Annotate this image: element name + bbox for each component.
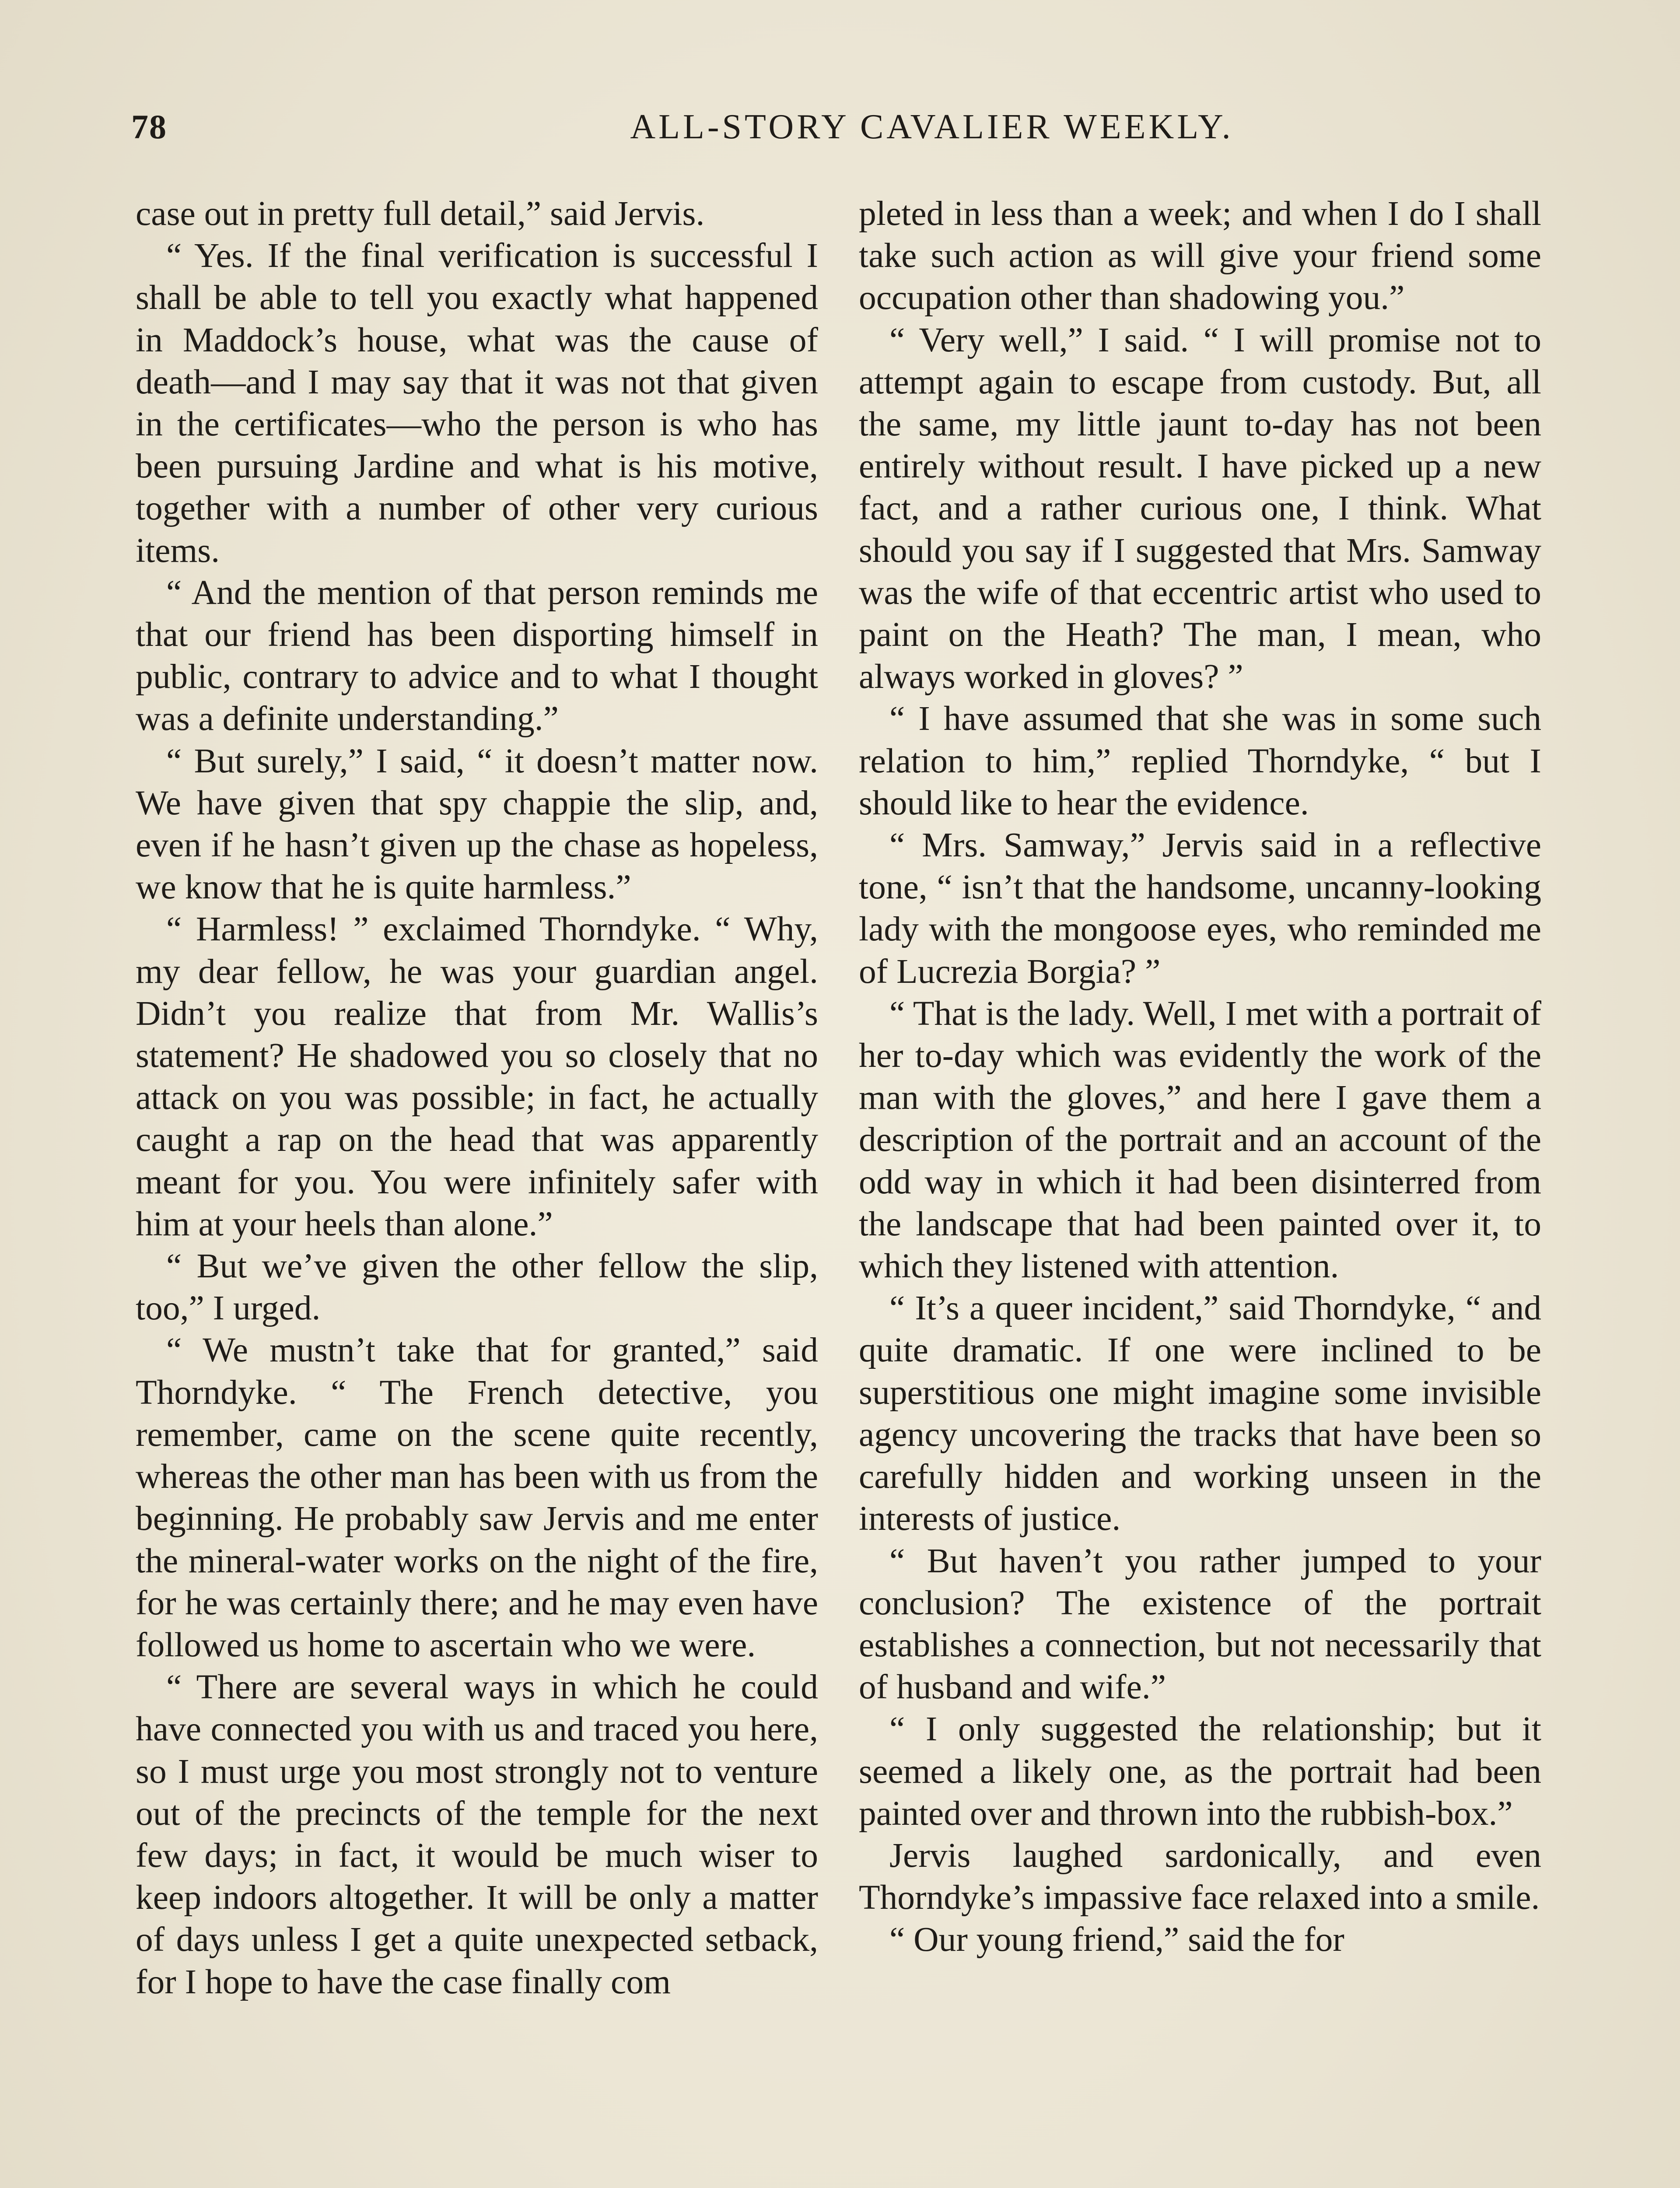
paragraph: Jervis laughed sardonically, and even Thorndyke’s impassive face relaxed into a smile. (859, 1836, 1541, 1917)
left-column (136, 193, 818, 2188)
paragraph: “ I only suggested the relationship; but it seemed a likely one, as the portrait had been painted over and thrown into the rubbish-box.” (859, 1710, 1541, 1833)
paragraph: “ Very well,” I said. “ I will promise not to attempt again to escape from custody. But, all the same, my little jaunt to-day has not been entirely without result. I have picked up a new fact, and a rather curious one, I think. What should you say if I suggested that Mrs. Samway was the wife of that eccentric artist who used to paint on the Heath? The man, I mean, who always worked in gloves? ” (859, 320, 1541, 696)
paragraph: “ That is the lady. Well, I met with a portrait of her to-day which was evidently the work of the man with the gloves,” and here I gave them a description of the portrait and an account of the odd way in which it had been disinterred from the landscape that had been painted over it, to which they listened with attention. (859, 994, 1541, 1286)
paragraph: “ There are several ways in which he could have connected you with us and traced you here, so I must urge you most strongly not to venture out of the precincts of the temple for the next few days; in fact, it would be much wiser to keep indoors altogether. It will be only a matter of days unless I get a quite unexpected setback, for I hope to have the case finally com (136, 1668, 818, 2001)
paragraph: “ But we’ve given the other fellow the slip, too,” I urged. (136, 1247, 818, 1328)
paragraph: “ It’s a queer incident,” said Thorndyke, “ and quite dramatic. If one were inclined to be superstitious one might imagine some invisible agency uncovering the tracks that have been so carefully hidden and working unseen in the interests of justice. (859, 1289, 1541, 1538)
paragraph: “ Harmless! ” exclaimed Thorndyke. “ Why, my dear fellow, he was your guardian angel. Didn’t you realize that from Mr. Wallis’s statement? He shadowed you so closely that no attack on you was possible; in fact, he actually caught a rap on the head that was apparently meant for you. You were infinitely safer with him at your heels than alone.” (136, 910, 818, 1243)
paragraph: “ But haven’t you rather jumped to your conclusion? The existence of the portrait establishes a connection, but not necessarily that of husband and wife.” (859, 1541, 1541, 1707)
paragraph: case out in pretty full detail,” said Jervis. (136, 194, 705, 233)
paragraph: pleted in less than a week; and when I do I shall take such action as will give your friend some occupation other than shadowing you.” (859, 194, 1541, 317)
paragraph: “ I have assumed that she was in some such relation to him,” replied Thorndyke, “ but I should like to hear the evidence. (859, 699, 1541, 822)
paragraph: “ But surely,” I said, “ it doesn’t matter now. We have given that spy chappie the slip, and, even if he hasn’t given up the chase as hopeless, we know that he is quite harmless.” (136, 741, 818, 907)
page-number: 78 (131, 108, 167, 146)
paragraph: “ Yes. If the final verification is successful I shall be able to tell you exactly what happened in Maddock’s house, what was the cause of death—and I may say that it was not that given in the certificates—who the person is who has been pursuing Jardine and what is his motive, together with a number of other very curious items. (136, 236, 818, 570)
paragraph: “ Our young friend,” said the for (889, 1920, 1344, 1959)
page-header (131, 107, 1549, 160)
paragraph: “ We mustn’t take that for granted,” said Thorndyke. “ The French detective, you remember, came on the scene quite recently, whereas the other man has been with us from the beginning. He probably saw Jervis and me enter the mineral-water works on the night of the fire, for he was certainly there; and he may even have followed us home to ascertain who we were. (136, 1331, 818, 1664)
running-title: ALL-STORY CAVALIER WEEKLY. (630, 108, 1234, 146)
right-column (859, 193, 1541, 2188)
paragraph: “ And the mention of that person reminds me that our friend has been disporting himself in public, contrary to advice and to what I thought was a definite understanding.” (136, 573, 818, 738)
paragraph: “ Mrs. Samway,” Jervis said in a reflective tone, “ isn’t that the handsome, uncanny-looking lady with the mongoose eyes, who reminded me of Lucrezia Borgia? ” (859, 826, 1541, 991)
